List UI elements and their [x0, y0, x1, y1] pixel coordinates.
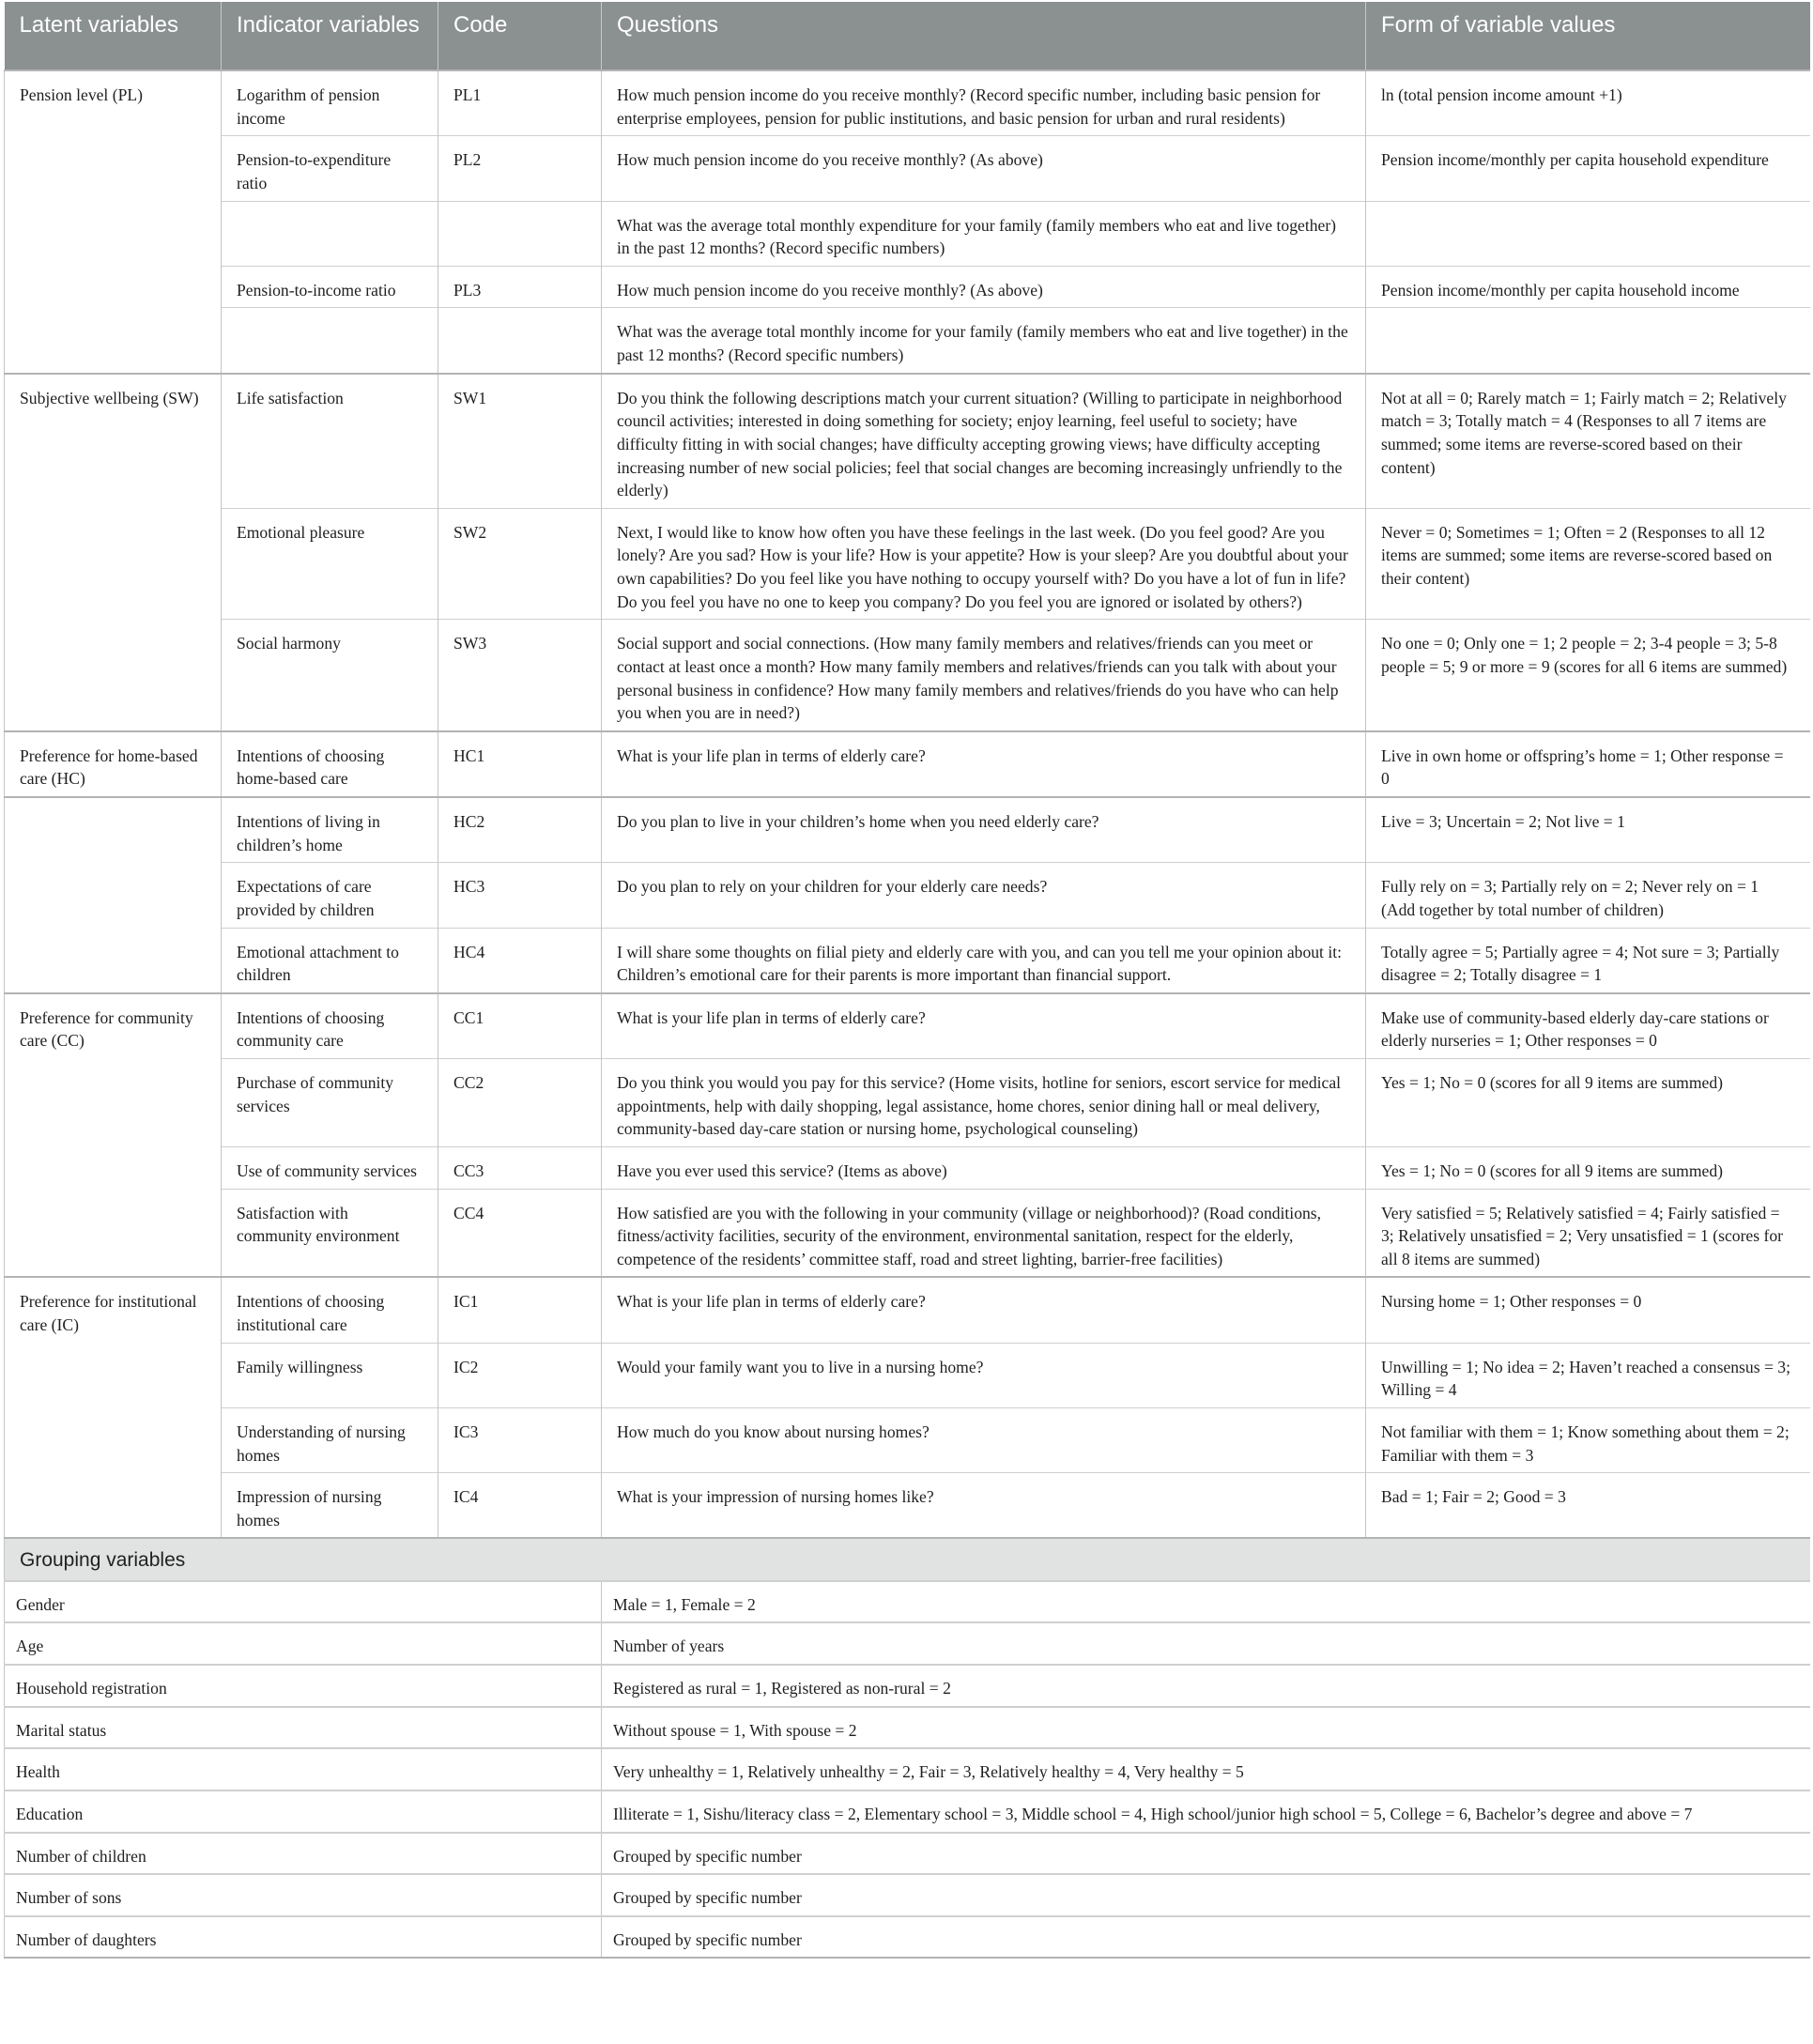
grouping-variable-label: Marital status — [5, 1707, 602, 1749]
question-text: How much do you know about nursing homes? — [617, 1422, 930, 1441]
indicator-variable: Intentions of choosing home-based care — [237, 745, 385, 789]
grouping-variable-label: Number of children — [5, 1833, 602, 1875]
variable-code: IC3 — [453, 1422, 479, 1441]
variable-code-cell — [438, 508, 602, 620]
value-form-cell — [1366, 308, 1810, 374]
indicator-variable-cell — [222, 928, 438, 993]
table-row — [5, 266, 1810, 308]
indicator-variable: Intentions of choosing community care — [237, 1007, 385, 1051]
header-questions: Questions — [602, 2, 1366, 70]
grouping-variable-label: Gender — [5, 1581, 602, 1623]
value-form: Yes = 1; No = 0 (scores for all 9 items are summed) — [1381, 1073, 1724, 1092]
latent-variable-label: Preference for community care (CC) — [20, 1007, 193, 1051]
question-text-cell — [602, 136, 1366, 201]
header-row — [5, 2, 1810, 70]
value-form: Very satisfied = 5; Relatively satisfied = 4; Fairly satisfied = 3; Relatively unsatisfied = 2; Very unsatisfied = 1 (scores for all 8 items are summed) — [1381, 1203, 1783, 1268]
indicator-variable-cell — [222, 70, 438, 136]
indicator-variable: Emotional attachment to children — [237, 942, 399, 985]
question-text-cell — [602, 863, 1366, 928]
table-row — [5, 136, 1810, 201]
table-row — [5, 1059, 1810, 1147]
variable-code-cell — [438, 731, 602, 797]
grouping-variable-value: Without spouse = 1, With spouse = 2 — [602, 1707, 1810, 1749]
table-row — [5, 308, 1810, 374]
table-row — [5, 201, 1810, 266]
variable-code: HC1 — [453, 745, 485, 765]
value-form: Not at all = 0; Rarely match = 1; Fairly match = 2; Relatively match = 3; Totally match = 4 (Responses to all 7 items are summed; some items are reverse-scored based on their content) — [1381, 388, 1787, 477]
question-text-cell — [602, 1189, 1366, 1277]
variable-code-cell — [438, 201, 602, 266]
grouping-variable-label: Health — [5, 1748, 602, 1790]
question-text: What is your life plan in terms of elderly care? — [617, 1007, 926, 1027]
value-form: Live in own home or offspring’s home = 1; Other response = 0 — [1381, 745, 1784, 789]
variable-code-cell — [438, 70, 602, 136]
grouping-variable-label: Education — [5, 1790, 602, 1833]
value-form: Fully rely on = 3; Partially rely on = 2; Never rely on = 1 (Add together by total number of children) — [1381, 877, 1759, 919]
value-form: Never = 0; Sometimes = 1; Often = 2 (Responses to all 12 items are summed; some items are reverse-scored based on their content) — [1381, 522, 1773, 588]
value-form: Unwilling = 1; No idea = 2; Haven’t reached a consensus = 3; Willing = 4 — [1381, 1357, 1790, 1400]
grouping-variables-title: Grouping variables — [5, 1538, 1810, 1580]
table-body — [5, 70, 1810, 1958]
grouping-variable-value: Very unhealthy = 1, Relatively unhealthy = 2, Fair = 3, Relatively healthy = 4, Very healthy = 5 — [602, 1748, 1810, 1790]
indicator-variable-cell — [222, 136, 438, 201]
question-text-cell — [602, 1407, 1366, 1472]
table-row — [5, 508, 1810, 620]
indicator-variable: Pension-to-expenditure ratio — [237, 150, 392, 192]
question-text: Do you think the following descriptions match your current situation? (Willing to participate in neighborhood council activities; interested in doing something for society; enjoy learning, feel useful to society; have difficulty fitting in with social changes; have difficulty accepting growing views; have difficulty accepting increasing number of new social policies; feel that social changes are becoming increasingly unfriendly to the elderly) — [617, 388, 1343, 500]
question-text: Next, I would like to know how often you have these feelings in the last week. (Do you feel good? Are you lonely? Are you sad? How is your life? How is your appetite? How is your sleep? Are you doubtful about your own capabilities? Do you feel like you have nothing to occupy yourself with? Do you have a lot of fun in life? Do you feel you have no one to keep you company? Do you feel you are ignored or isolated by others?) — [617, 522, 1348, 611]
variable-code: HC3 — [453, 877, 485, 897]
variable-code: IC4 — [453, 1487, 479, 1507]
value-form-cell — [1366, 1189, 1810, 1277]
value-form-cell — [1366, 928, 1810, 993]
header-code: Code — [438, 2, 602, 70]
value-form: No one = 0; Only one = 1; 2 people = 2; 3-4 people = 3; 5-8 people = 5; 9 or more = 9 (scores for all 6 items are summed) — [1381, 634, 1788, 676]
table-row — [5, 1277, 1810, 1343]
indicator-variable-cell — [222, 1146, 438, 1189]
value-form: Yes = 1; No = 0 (scores for all 9 items are summed) — [1381, 1160, 1724, 1180]
value-form-cell — [1366, 374, 1810, 509]
value-form-cell — [1366, 70, 1810, 136]
latent-variable-cell-home-based-care-cont — [5, 797, 222, 993]
indicator-variable: Use of community services — [237, 1160, 418, 1180]
variable-code: SW3 — [453, 634, 487, 653]
variable-code-cell — [438, 1343, 602, 1407]
grouping-row — [5, 1707, 1810, 1749]
header-form-of-values: Form of variable values — [1366, 2, 1810, 70]
value-form: Live = 3; Uncertain = 2; Not live = 1 — [1381, 812, 1625, 831]
variable-code-cell — [438, 136, 602, 201]
variable-code: CC1 — [453, 1007, 484, 1027]
indicator-variable-cell — [222, 863, 438, 928]
variable-code: IC1 — [453, 1292, 479, 1312]
question-text: How much pension income do you receive monthly? (Record specific number, including basic pension for enterprise employees, pension for public institutions, and basic pension for urban and rural residents) — [617, 85, 1321, 128]
table-row — [5, 1146, 1810, 1189]
indicator-variable: Satisfaction with community environment — [237, 1203, 400, 1246]
value-form: Bad = 1; Fair = 2; Good = 3 — [1381, 1487, 1566, 1507]
value-form-cell — [1366, 1059, 1810, 1147]
variable-code-cell — [438, 928, 602, 993]
question-text-cell — [602, 374, 1366, 509]
grouping-row — [5, 1790, 1810, 1833]
header-latent-variables: Latent variables — [5, 2, 222, 70]
value-form: ln (total pension income amount +1) — [1381, 85, 1622, 104]
question-text: What was the average total monthly income for your family (family members who eat and live together) in the past 12 months? (Record specific numbers) — [617, 322, 1348, 364]
question-text: What is your impression of nursing homes like? — [617, 1487, 934, 1507]
value-form-cell — [1366, 508, 1810, 620]
indicator-variable-cell — [222, 374, 438, 509]
value-form-cell — [1366, 1407, 1810, 1472]
latent-variable-label: Pension level (PL) — [20, 85, 143, 104]
variable-code-cell — [438, 863, 602, 928]
variable-code-cell — [438, 1189, 602, 1277]
latent-variable-label: Preference for home-based care (HC) — [20, 745, 198, 789]
grouping-variable-label: Age — [5, 1622, 602, 1665]
question-text-cell — [602, 1146, 1366, 1189]
header-indicator-variables: Indicator variables — [222, 2, 438, 70]
table-row — [5, 797, 1810, 863]
variable-code-cell — [438, 266, 602, 308]
grouping-row — [5, 1874, 1810, 1916]
variable-code: CC2 — [453, 1073, 484, 1092]
indicator-variable-cell — [222, 266, 438, 308]
table-row — [5, 70, 1810, 136]
latent-variable-cell-subjective-wellbeing — [5, 374, 222, 731]
variable-code: PL2 — [453, 150, 482, 170]
question-text: I will share some thoughts on filial piety and elderly care with you, and can you tell me your opinion about it: Children’s emotional care for their parents is more important than financial support. — [617, 942, 1342, 985]
question-text: What was the average total monthly expenditure for your family (family members who eat and live together) in the past 12 months? (Record specific numbers) — [617, 215, 1337, 258]
grouping-row — [5, 1916, 1810, 1959]
table-row — [5, 928, 1810, 993]
indicator-variable: Social harmony — [237, 634, 341, 653]
question-text: What is your life plan in terms of elderly care? — [617, 1292, 926, 1312]
value-form-cell — [1366, 731, 1810, 797]
grouping-variable-value: Grouped by specific number — [602, 1874, 1810, 1916]
grouping-variable-label: Number of sons — [5, 1874, 602, 1916]
indicator-variable-cell — [222, 1277, 438, 1343]
grouping-variable-value: Number of years — [602, 1622, 1810, 1665]
latent-variable-cell-home-based-care — [5, 731, 222, 797]
variable-code-cell — [438, 1277, 602, 1343]
grouping-row — [5, 1833, 1810, 1875]
variable-code-cell — [438, 1473, 602, 1539]
question-text-cell — [602, 1277, 1366, 1343]
question-text: Social support and social connections. (How many family members and relatives/friends can you meet or contact at least once a month? How many family members and relatives/friends can you talk with about your personal business in confidence? How many family members and relatives/friends do you have who can help you when you are in need?) — [617, 634, 1339, 723]
variable-code: PL3 — [453, 280, 482, 300]
indicator-variable: Life satisfaction — [237, 388, 344, 407]
indicator-variable-cell — [222, 1189, 438, 1277]
value-form-cell — [1366, 266, 1810, 308]
value-form-cell — [1366, 1473, 1810, 1539]
variable-code-cell — [438, 993, 602, 1059]
indicator-variable-cell — [222, 1407, 438, 1472]
question-text: Do you think you would you pay for this service? (Home visits, hotline for seniors, escort service for medical appointments, help with daily shopping, legal assistance, home chores, senior dining hall or meal delivery, community-based day-care station or nursing home, psychological counseling) — [617, 1073, 1342, 1139]
grouping-row — [5, 1665, 1810, 1707]
value-form: Totally agree = 5; Partially agree = 4; Not sure = 3; Partially disagree = 2; Totally disagree = 1 — [1381, 942, 1780, 985]
grouping-variable-value: Grouped by specific number — [602, 1833, 1810, 1875]
table-row — [5, 374, 1810, 509]
question-text-cell — [602, 928, 1366, 993]
grouping-variable-value: Registered as rural = 1, Registered as non-rural = 2 — [602, 1665, 1810, 1707]
variable-code: CC4 — [453, 1203, 484, 1222]
indicator-variable: Pension-to-income ratio — [237, 280, 396, 300]
variables-table — [4, 2, 1810, 1959]
table-row — [5, 1343, 1810, 1407]
question-text: What is your life plan in terms of elderly care? — [617, 745, 926, 765]
value-form-cell — [1366, 993, 1810, 1059]
latent-variable-label: Subjective wellbeing (SW) — [20, 388, 199, 407]
value-form: Not familiar with them = 1; Know something about them = 2; Familiar with them = 3 — [1381, 1422, 1790, 1465]
indicator-variable-cell — [222, 993, 438, 1059]
question-text-cell — [602, 70, 1366, 136]
indicator-variable: Intentions of living in children’s home — [237, 812, 380, 854]
grouping-row — [5, 1581, 1810, 1623]
value-form: Pension income/monthly per capita household expenditure — [1381, 150, 1769, 170]
grouping-row — [5, 1748, 1810, 1790]
value-form-cell — [1366, 863, 1810, 928]
grouping-variable-value: Male = 1, Female = 2 — [602, 1581, 1810, 1623]
variable-code: SW2 — [453, 522, 487, 542]
variable-code-cell — [438, 1059, 602, 1147]
value-form-cell — [1366, 136, 1810, 201]
indicator-variable: Family willingness — [237, 1357, 363, 1376]
indicator-variable: Intentions of choosing institutional care — [237, 1292, 385, 1334]
table-row — [5, 1407, 1810, 1472]
latent-variable-cell-institutional-care — [5, 1277, 222, 1538]
question-text-cell — [602, 508, 1366, 620]
indicator-variable: Understanding of nursing homes — [237, 1422, 406, 1465]
variable-code: IC2 — [453, 1357, 479, 1376]
variable-code-cell — [438, 1146, 602, 1189]
variable-code: HC2 — [453, 812, 485, 831]
table-row — [5, 620, 1810, 731]
question-text-cell — [602, 1059, 1366, 1147]
question-text: Do you plan to live in your children’s home when you need elderly care? — [617, 812, 1099, 831]
question-text-cell — [602, 1473, 1366, 1539]
indicator-variable-cell — [222, 201, 438, 266]
latent-variable-cell-pension-level — [5, 70, 222, 374]
question-text-cell — [602, 797, 1366, 863]
variable-code-cell — [438, 1407, 602, 1472]
grouping-variable-label: Number of daughters — [5, 1916, 602, 1959]
indicator-variable-cell — [222, 308, 438, 374]
question-text-cell — [602, 620, 1366, 731]
grouping-header-row — [5, 1538, 1810, 1580]
table-row — [5, 1473, 1810, 1539]
grouping-row — [5, 1622, 1810, 1665]
value-form-cell — [1366, 797, 1810, 863]
latent-variable-cell-community-care — [5, 993, 222, 1278]
question-text: How much pension income do you receive monthly? (As above) — [617, 150, 1043, 170]
indicator-variable: Expectations of care provided by children — [237, 877, 375, 919]
question-text: Would your family want you to live in a nursing home? — [617, 1357, 984, 1376]
indicator-variable: Logarithm of pension income — [237, 85, 380, 128]
variable-code-cell — [438, 308, 602, 374]
question-text-cell — [602, 201, 1366, 266]
grouping-variable-value: Grouped by specific number — [602, 1916, 1810, 1959]
table-row — [5, 1189, 1810, 1277]
indicator-variable-cell — [222, 1343, 438, 1407]
value-form: Pension income/monthly per capita household income — [1381, 280, 1740, 300]
indicator-variable: Emotional pleasure — [237, 522, 365, 542]
value-form-cell — [1366, 620, 1810, 731]
variable-code: PL1 — [453, 85, 482, 104]
variable-code: CC3 — [453, 1160, 484, 1180]
value-form: Nursing home = 1; Other responses = 0 — [1381, 1292, 1642, 1312]
table-row — [5, 863, 1810, 928]
indicator-variable: Purchase of community services — [237, 1073, 394, 1115]
indicator-variable-cell — [222, 797, 438, 863]
value-form-cell — [1366, 1343, 1810, 1407]
variable-code-cell — [438, 620, 602, 731]
question-text: Have you ever used this service? (Items as above) — [617, 1160, 947, 1180]
value-form: Make use of community-based elderly day-care stations or elderly nurseries = 1; Other responses = 0 — [1381, 1007, 1769, 1051]
indicator-variable-cell — [222, 508, 438, 620]
indicator-variable-cell — [222, 1473, 438, 1539]
question-text-cell — [602, 1343, 1366, 1407]
latent-variable-label: Preference for institutional care (IC) — [20, 1292, 197, 1334]
question-text: How satisfied are you with the following in your community (village or neighborhood)? (Road conditions, fitness/activity facilities, security of the environment, environmental sanitation, respect for the elderly, competence of the residents’ committee staff, road and street lighting, barrier-free facilities) — [617, 1203, 1322, 1268]
indicator-variable-cell — [222, 1059, 438, 1147]
variable-code: HC4 — [453, 942, 485, 961]
question-text-cell — [602, 308, 1366, 374]
question-text-cell — [602, 993, 1366, 1059]
indicator-variable: Impression of nursing homes — [237, 1487, 382, 1529]
variable-code: SW1 — [453, 388, 487, 407]
question-text: How much pension income do you receive monthly? (As above) — [617, 280, 1043, 300]
value-form-cell — [1366, 201, 1810, 266]
question-text: Do you plan to rely on your children for your elderly care needs? — [617, 877, 1048, 897]
table-row — [5, 731, 1810, 797]
indicator-variable-cell — [222, 731, 438, 797]
table-row — [5, 993, 1810, 1059]
variable-code-cell — [438, 797, 602, 863]
question-text-cell — [602, 266, 1366, 308]
variable-code-cell — [438, 374, 602, 509]
grouping-variable-label: Household registration — [5, 1665, 602, 1707]
value-form-cell — [1366, 1146, 1810, 1189]
value-form-cell — [1366, 1277, 1810, 1343]
grouping-variable-value: Illiterate = 1, Sishu/literacy class = 2, Elementary school = 3, Middle school = 4, High school/junior high school = 5, College = 6, Bachelor’s degree and above = 7 — [602, 1790, 1810, 1833]
question-text-cell — [602, 731, 1366, 797]
indicator-variable-cell — [222, 620, 438, 731]
